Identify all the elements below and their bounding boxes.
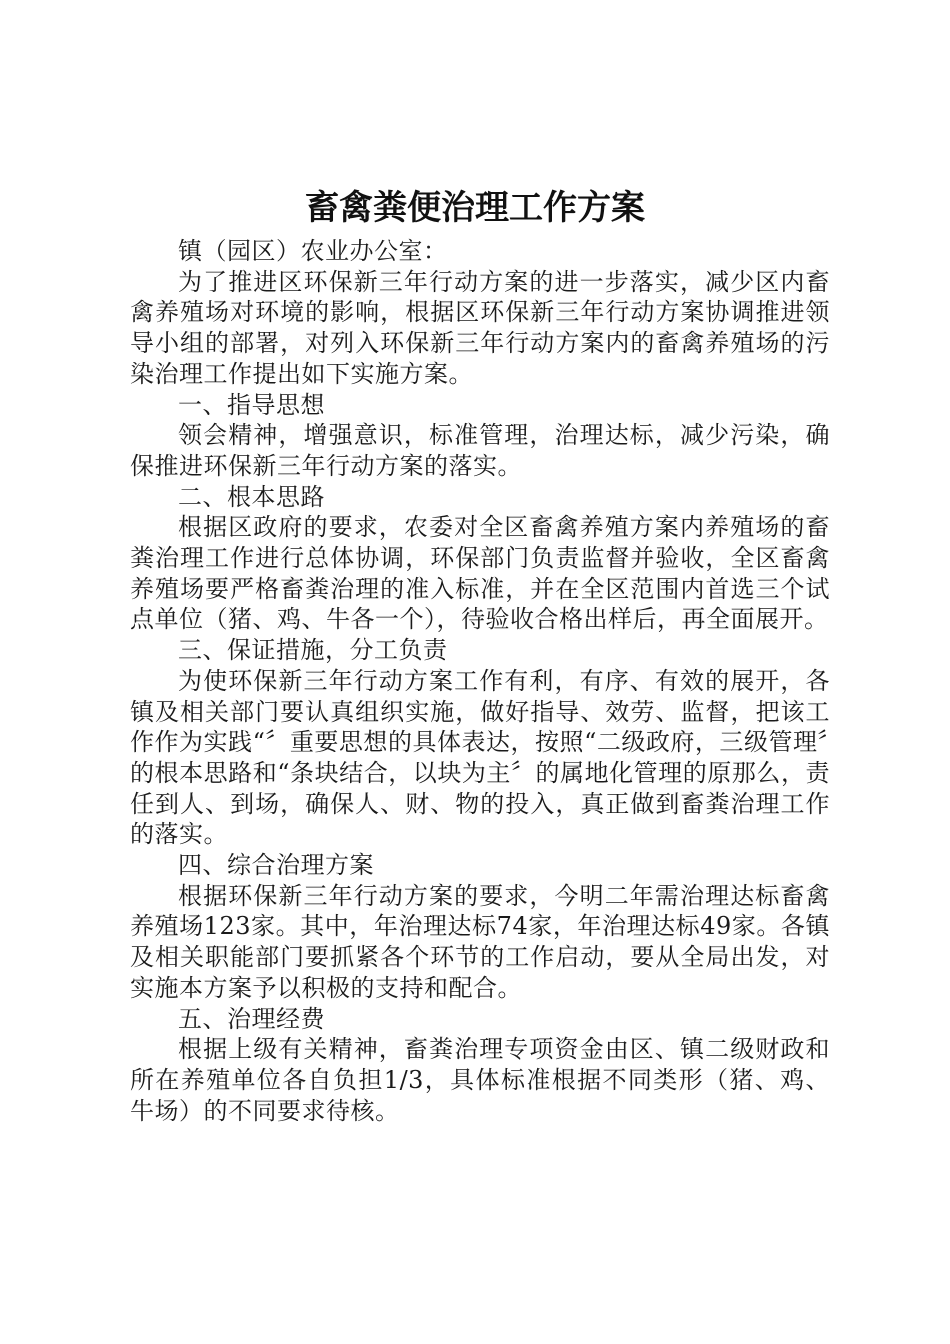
document-title: 畜禽粪便治理工作方案: [305, 188, 645, 228]
section-body-safeguard-measures: 为使环保新三年行动方案工作有利，有序、有效的展开，各镇及相关部门要认真组织实施，做好指导、效劳、监督，把该工作作为实践“〞重要思想的具体表达，按照“二级政府，三级管理〞的根本思路和“条块结合，以块为主〞的属地化管理的原那么，责任到人、到场，确保人、财、物的投入，真正做到畜粪治理工作的落实。: [130, 666, 830, 849]
section-body-guiding-ideology: 领会精神，增强意识，标准管理，治理达标，减少污染，确保推进环保新三年行动方案的落实。: [130, 421, 830, 480]
section-heading-comprehensive-plan: 四、综合治理方案: [178, 851, 374, 880]
section-heading-funding: 五、治理经费: [178, 1004, 325, 1033]
salutation: 镇（园区）农业办公室：: [178, 237, 448, 265]
document-body: [130, 236, 830, 1126]
section-body-comprehensive-plan: 根据环保新三年行动方案的要求，今明二年需治理达标畜禽养殖场123家。其中，年治理达标74家，年治理达标49家。各镇及相关职能部门要抓紧各个环节的工作启动，要从全局出发，对实施本方案予以积极的支持和配合。: [130, 881, 830, 1002]
section-heading-guiding-ideology: 一、指导思想: [178, 390, 325, 419]
section-body-funding: 根据上级有关精神，畜粪治理专项资金由区、镇二级财政和所在养殖单位各自负担1/3，具体标准根据不同类形（猪、鸡、牛场）的不同要求待核。: [130, 1035, 830, 1125]
section-body-basic-approach: 根据区政府的要求，农委对全区畜禽养殖方案内养殖场的畜粪治理工作进行总体协调，环保部门负责监督并验收，全区畜禽养殖场要严格畜粪治理的准入标准，并在全区范围内首选三个试点单位（猪、鸡、牛各一个），待验收合格出样后，再全面展开。: [130, 513, 830, 634]
intro-paragraph: 为了推进区环保新三年行动方案的进一步落实，减少区内畜禽养殖场对环境的影响，根据区环保新三年行动方案协调推进领导小组的部署，对列入环保新三年行动方案内的畜禽养殖场的污染治理工作提出如下实施方案。: [130, 267, 830, 388]
section-heading-safeguard-measures: 三、保证措施，分工负责: [178, 636, 448, 665]
section-heading-basic-approach: 二、根本思路: [178, 482, 325, 511]
